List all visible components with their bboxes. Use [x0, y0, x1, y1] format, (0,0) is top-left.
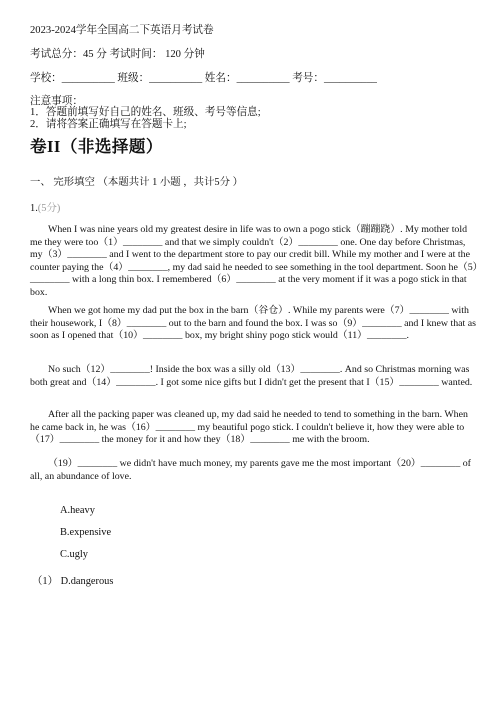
- option-c[interactable]: C.ugly: [60, 549, 89, 560]
- passage-text: When we got home my dad put the box in the barn（谷仓）. While my parents were（7）________ with their housework, I（8）________ out to the barn and found the box. I was so（9）________ and I knew that as soon as I opened that（10）________ box, my bright shiny pogo stick would（11）________.: [30, 305, 476, 342]
- option-d[interactable]: D.dangerous: [60, 576, 114, 587]
- notes-item-2: 2．请将答案正确填写在答题卡上;: [30, 119, 187, 130]
- question-number: [30, 199, 60, 214]
- volume-title: 卷II（非选择题）: [30, 137, 163, 156]
- student-info-fields: 学校：__________ 班级：__________ 姓名：__________ 考号：__________: [30, 73, 377, 84]
- option-a[interactable]: A.heavy: [60, 505, 95, 516]
- passage-text: （19）________ we didn't have much money, my parents gave me the most important（20）________ of all, an abundance of love.: [30, 458, 471, 482]
- passage-paragraph-5: [30, 458, 478, 483]
- section-title: 一、 完形填空 （本题共计 1 小题 ，共计5分 ）: [30, 177, 244, 188]
- question-score: (5分): [37, 203, 61, 214]
- question-number-label: 1.: [30, 203, 38, 214]
- exam-info: 考试总分：45 分 考试时间： 120 分钟: [30, 49, 205, 60]
- passage-paragraph-4: [30, 409, 478, 447]
- notes-item-1: 1．答题前填写好自己的姓名、班级、考号等信息;: [30, 107, 261, 118]
- passage-text: After all the packing paper was cleaned up, my dad said he needed to tend to something in the barn. When he came back in, he was（16）________ my beautiful pogo stick. I couldn't believe it, how they were able to（17）________ the money for it and how they（18）________ me with the broom.: [30, 409, 468, 446]
- passage-paragraph-3: [30, 364, 478, 389]
- exam-title: 2023-2024学年全国高二下英语月考试卷: [30, 25, 214, 36]
- notes-heading: 注意事项：: [30, 96, 83, 107]
- sub-question-label: （1）: [32, 576, 58, 587]
- option-b[interactable]: B.expensive: [60, 527, 112, 538]
- option-d-row: [32, 572, 113, 587]
- passage-text: When I was nine years old my greatest desire in life was to own a pogo stick（蹦蹦跷）. My mother told me they were too（1）________ and that we simply couldn't（2）________ one. One day before Christmas, my（3）________ and I went to the department store to pay our credit bill. While my mother and I were at the counter paying the（4）________, my dad said he needed to see something in the tool department. Soon he（5）________ with a long thin box. I remembered（6）________ at the very moment if it was a pogo stick in that box.: [30, 224, 478, 298]
- passage-paragraph-2: [30, 305, 478, 343]
- passage-text: No such（12）________! Inside the box was a silly old（13）________. And so Christmas morning was both great and（14）________. I got some nice gifts but I didn't get the present that I（15）________ wanted.: [30, 364, 473, 388]
- passage-paragraph-1: [30, 224, 478, 300]
